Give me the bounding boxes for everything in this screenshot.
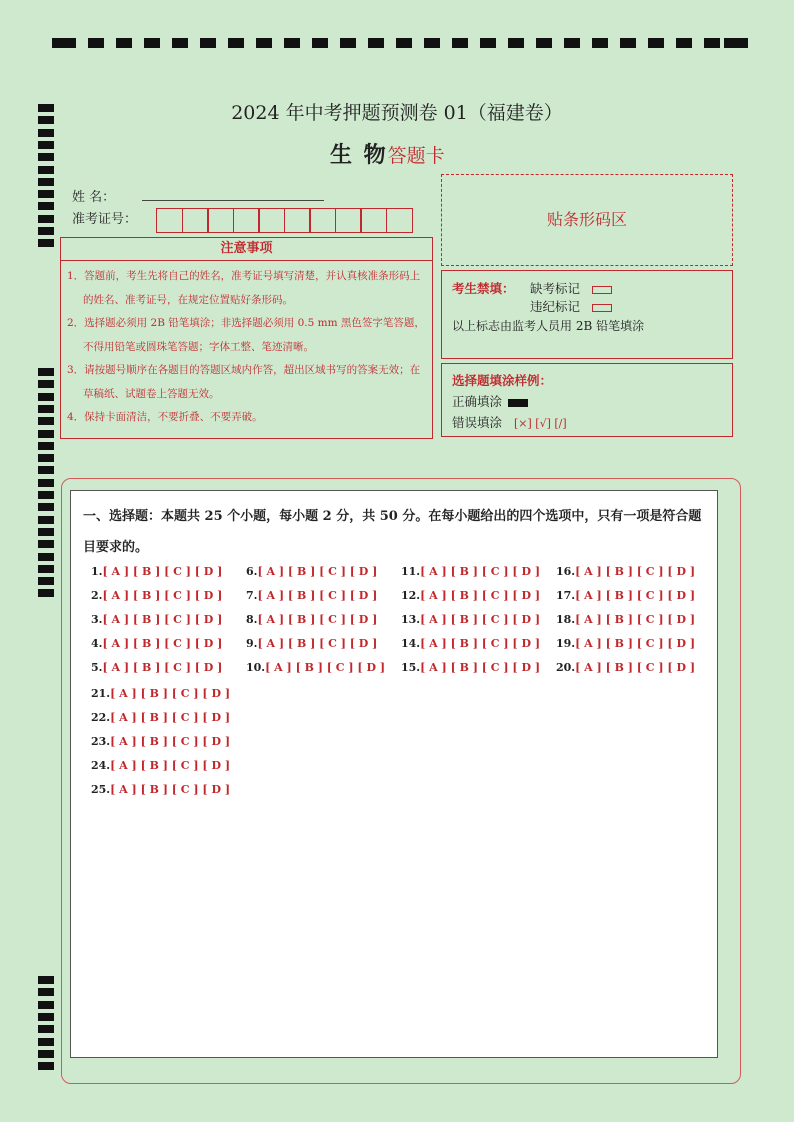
answer-options[interactable]: [ A ] [ B ] [ C ] [ D ]: [420, 565, 541, 578]
answer-options[interactable]: [ A ] [ B ] [ C ] [ D ]: [257, 589, 378, 602]
timing-mark: [38, 1038, 54, 1046]
subject-name: 生 物: [330, 142, 388, 168]
timing-mark: [38, 1025, 54, 1033]
question-number: 15.: [401, 661, 421, 674]
question-row[interactable]: [91, 661, 222, 674]
question-row[interactable]: [91, 613, 222, 626]
subject-title: [330, 138, 445, 169]
question-number: 19.: [556, 637, 576, 650]
answer-options[interactable]: [ A ] [ B ] [ C ] [ D ]: [110, 687, 231, 700]
timing-mark: [200, 38, 216, 48]
answer-options[interactable]: [ A ] [ B ] [ C ] [ D ]: [420, 589, 541, 602]
question-row[interactable]: [91, 589, 222, 602]
name-label: 姓 名：: [72, 190, 116, 205]
question-number: 17.: [556, 589, 576, 602]
timing-mark: [564, 38, 580, 48]
timing-mark: [724, 38, 748, 48]
question-number: 20.: [556, 661, 576, 674]
wrong-marks: [×] [√] [/]: [514, 417, 567, 430]
timing-mark: [38, 129, 54, 137]
timing-mark: [38, 393, 54, 401]
timing-mark: [38, 405, 54, 413]
timing-mark: [592, 38, 608, 48]
exam-id-label: 准考证号：: [72, 212, 138, 227]
timing-mark: [452, 38, 468, 48]
timing-mark: [38, 190, 54, 198]
top-timing-marks: [52, 38, 750, 50]
question-number: 12.: [401, 589, 421, 602]
timing-mark: [38, 202, 54, 210]
question-row[interactable]: [401, 661, 540, 674]
question-row[interactable]: [91, 735, 230, 748]
question-number: 21.: [91, 687, 111, 700]
notice-box: [60, 237, 433, 439]
timing-mark: [676, 38, 692, 48]
question-row[interactable]: [401, 613, 540, 626]
timing-mark: [38, 442, 54, 450]
section-instructions: 一、选择题：本题共 25 个小题，每小题 2 分，共 50 分。在每小题给出的四个选项中，只有一项是符合题目要求的。: [83, 509, 702, 555]
question-row[interactable]: [91, 759, 230, 772]
fill-sample-heading: 选择题填涂样例：: [452, 373, 553, 388]
exam-id-boxes[interactable]: [156, 208, 411, 233]
id-digit-box[interactable]: [335, 208, 362, 233]
question-row[interactable]: [401, 589, 540, 602]
answer-options[interactable]: [ A ] [ B ] [ C ] [ D ]: [110, 783, 231, 796]
timing-mark: [38, 479, 54, 487]
timing-mark: [38, 239, 54, 247]
timing-mark: [38, 1013, 54, 1021]
question-number: 4.: [91, 637, 103, 650]
question-number: 13.: [401, 613, 421, 626]
question-number: 11.: [401, 565, 421, 578]
timing-mark: [648, 38, 664, 48]
question-row[interactable]: [91, 783, 230, 796]
answer-options[interactable]: [ A ] [ B ] [ C ] [ D ]: [575, 637, 696, 650]
forbidden-heading: 考生禁填：: [452, 281, 515, 296]
timing-mark: [38, 466, 54, 474]
answer-options[interactable]: [ A ] [ B ] [ C ] [ D ]: [575, 613, 696, 626]
timing-mark: [704, 38, 720, 48]
answer-options[interactable]: [ A ] [ B ] [ C ] [ D ]: [110, 735, 231, 748]
answer-area: [70, 490, 718, 1058]
question-number: 1.: [91, 565, 103, 578]
question-row[interactable]: [91, 637, 222, 650]
question-number: 25.: [91, 783, 111, 796]
answer-options[interactable]: [ A ] [ B ] [ C ] [ D ]: [102, 613, 223, 626]
question-row[interactable]: [401, 637, 540, 650]
answer-options[interactable]: [ A ] [ B ] [ C ] [ D ]: [257, 565, 378, 578]
timing-mark: [38, 417, 54, 425]
timing-mark: [340, 38, 356, 48]
absent-row: [530, 279, 612, 297]
answer-options[interactable]: [ A ] [ B ] [ C ] [ D ]: [102, 589, 223, 602]
answer-options[interactable]: [ A ] [ B ] [ C ] [ D ]: [110, 759, 231, 772]
question-number: 8.: [246, 613, 258, 626]
violation-mark-box[interactable]: [592, 304, 612, 312]
timing-mark: [38, 215, 54, 223]
timing-mark: [38, 368, 54, 376]
answer-options[interactable]: [ A ] [ B ] [ C ] [ D ]: [110, 711, 231, 724]
id-digit-box[interactable]: [207, 208, 234, 233]
answer-options[interactable]: [ A ] [ B ] [ C ] [ D ]: [575, 589, 696, 602]
timing-mark: [38, 1050, 54, 1058]
notice-item: 4．保持卡面清洁，不要折叠、不要弄破。: [67, 411, 263, 423]
question-row[interactable]: [556, 661, 695, 674]
timing-mark: [284, 38, 300, 48]
timing-mark: [508, 38, 524, 48]
question-row[interactable]: [91, 565, 222, 578]
id-digit-box[interactable]: [156, 208, 183, 233]
notice-item: 2．选择题必须用 2B 铅笔填涂；非选择题必须用 0.5 mm 黑色签字笔答题，不得用铅笔或圆珠笔答题；字体工整、笔迹清晰。: [67, 317, 425, 353]
timing-mark: [424, 38, 440, 48]
timing-mark: [38, 988, 54, 996]
question-number: 23.: [91, 735, 111, 748]
timing-mark: [38, 976, 54, 984]
answer-options[interactable]: [ A ] [ B ] [ C ] [ D ]: [575, 661, 696, 674]
timing-mark: [38, 589, 54, 597]
wrong-label: 错误填涂: [452, 415, 503, 430]
answer-options[interactable]: [ A ] [ B ] [ C ] [ D ]: [420, 637, 541, 650]
timing-mark: [38, 141, 54, 149]
timing-mark: [312, 38, 328, 48]
timing-mark: [38, 166, 54, 174]
question-row[interactable]: [246, 589, 377, 602]
fill-sample-box: [441, 363, 733, 437]
answer-options[interactable]: [ A ] [ B ] [ C ] [ D ]: [265, 661, 386, 674]
question-number: 3.: [91, 613, 103, 626]
question-number: 22.: [91, 711, 111, 724]
question-row[interactable]: [246, 613, 377, 626]
timing-mark: [396, 38, 412, 48]
question-row[interactable]: [246, 565, 377, 578]
timing-mark: [116, 38, 132, 48]
timing-mark: [52, 38, 76, 48]
timing-mark: [88, 38, 104, 48]
timing-mark: [38, 540, 54, 548]
timing-mark: [172, 38, 188, 48]
question-number: 16.: [556, 565, 576, 578]
absent-label: 缺考标记: [530, 281, 581, 296]
timing-mark: [144, 38, 160, 48]
timing-mark: [38, 565, 54, 573]
question-row[interactable]: [91, 711, 230, 724]
timing-mark: [620, 38, 636, 48]
answer-options[interactable]: [ A ] [ B ] [ C ] [ D ]: [102, 661, 223, 674]
absent-mark-box[interactable]: [592, 286, 612, 294]
card-label: 答题卡: [387, 145, 445, 167]
barcode-label: 贴条形码区: [546, 210, 627, 229]
timing-mark: [368, 38, 384, 48]
timing-mark: [38, 380, 54, 388]
timing-mark: [256, 38, 272, 48]
question-row[interactable]: [401, 565, 540, 578]
question-row[interactable]: [556, 589, 695, 602]
answer-options[interactable]: [ A ] [ B ] [ C ] [ D ]: [420, 613, 541, 626]
id-digit-box[interactable]: [360, 208, 387, 233]
correct-label: 正确填涂: [452, 394, 503, 409]
timing-mark: [38, 528, 54, 536]
wrong-row: [452, 413, 567, 431]
answer-options[interactable]: [ A ] [ B ] [ C ] [ D ]: [102, 565, 223, 578]
id-digit-box[interactable]: [309, 208, 336, 233]
correct-fill-sample: [508, 399, 528, 407]
answer-options[interactable]: [ A ] [ B ] [ C ] [ D ]: [257, 613, 378, 626]
forbidden-box: [441, 270, 733, 359]
forbidden-note: 以上标志由监考人员用 2B 铅笔填涂: [452, 319, 645, 333]
id-digit-box[interactable]: [182, 208, 209, 233]
id-digit-box[interactable]: [386, 208, 413, 233]
question-row[interactable]: [556, 613, 695, 626]
timing-mark: [38, 430, 54, 438]
question-number: 14.: [401, 637, 421, 650]
barcode-area: [441, 174, 733, 266]
question-number: 2.: [91, 589, 103, 602]
id-digit-box[interactable]: [233, 208, 260, 233]
timing-mark: [228, 38, 244, 48]
notice-heading: 注意事项: [61, 238, 432, 261]
question-row[interactable]: [556, 637, 695, 650]
timing-mark: [38, 553, 54, 561]
timing-mark: [38, 1001, 54, 1009]
question-number: 18.: [556, 613, 576, 626]
timing-mark: [38, 1062, 54, 1070]
question-row[interactable]: [246, 661, 385, 674]
timing-mark: [38, 454, 54, 462]
question-row[interactable]: [91, 687, 230, 700]
timing-mark: [536, 38, 552, 48]
question-row[interactable]: [246, 637, 377, 650]
timing-mark: [38, 516, 54, 524]
question-row[interactable]: [556, 565, 695, 578]
timing-mark: [38, 503, 54, 511]
timing-mark: [38, 178, 54, 186]
notice-item: 3．请按题号顺序在各题目的答题区域内作答，超出区域书写的答案无效；在草稿纸、试题卷上答题无效。: [67, 364, 421, 400]
id-digit-box[interactable]: [284, 208, 311, 233]
answer-options[interactable]: [ A ] [ B ] [ C ] [ D ]: [102, 637, 223, 650]
question-number: 7.: [246, 589, 258, 602]
question-number: 24.: [91, 759, 111, 772]
timing-mark: [38, 491, 54, 499]
question-number: 5.: [91, 661, 103, 674]
answer-options[interactable]: [ A ] [ B ] [ C ] [ D ]: [575, 565, 696, 578]
answer-options[interactable]: [ A ] [ B ] [ C ] [ D ]: [257, 637, 378, 650]
correct-row: [452, 392, 528, 410]
notice-item: 1．答题前，考生先将自己的姓名，准考证号填写清楚，并认真核准条形码上的姓名、准考证号，在规定位置贴好条形码。: [67, 270, 421, 306]
timing-mark: [480, 38, 496, 48]
timing-mark: [38, 227, 54, 235]
id-digit-box[interactable]: [258, 208, 285, 233]
name-field[interactable]: [142, 200, 324, 201]
violation-row: [530, 297, 612, 315]
question-number: 9.: [246, 637, 258, 650]
timing-mark: [38, 153, 54, 161]
question-number: 10.: [246, 661, 266, 674]
page-title: 2024 年中考押题预测卷 01（福建卷）: [231, 102, 563, 124]
timing-mark: [38, 577, 54, 585]
question-number: 6.: [246, 565, 258, 578]
answer-options[interactable]: [ A ] [ B ] [ C ] [ D ]: [420, 661, 541, 674]
violation-label: 违纪标记: [530, 299, 581, 314]
